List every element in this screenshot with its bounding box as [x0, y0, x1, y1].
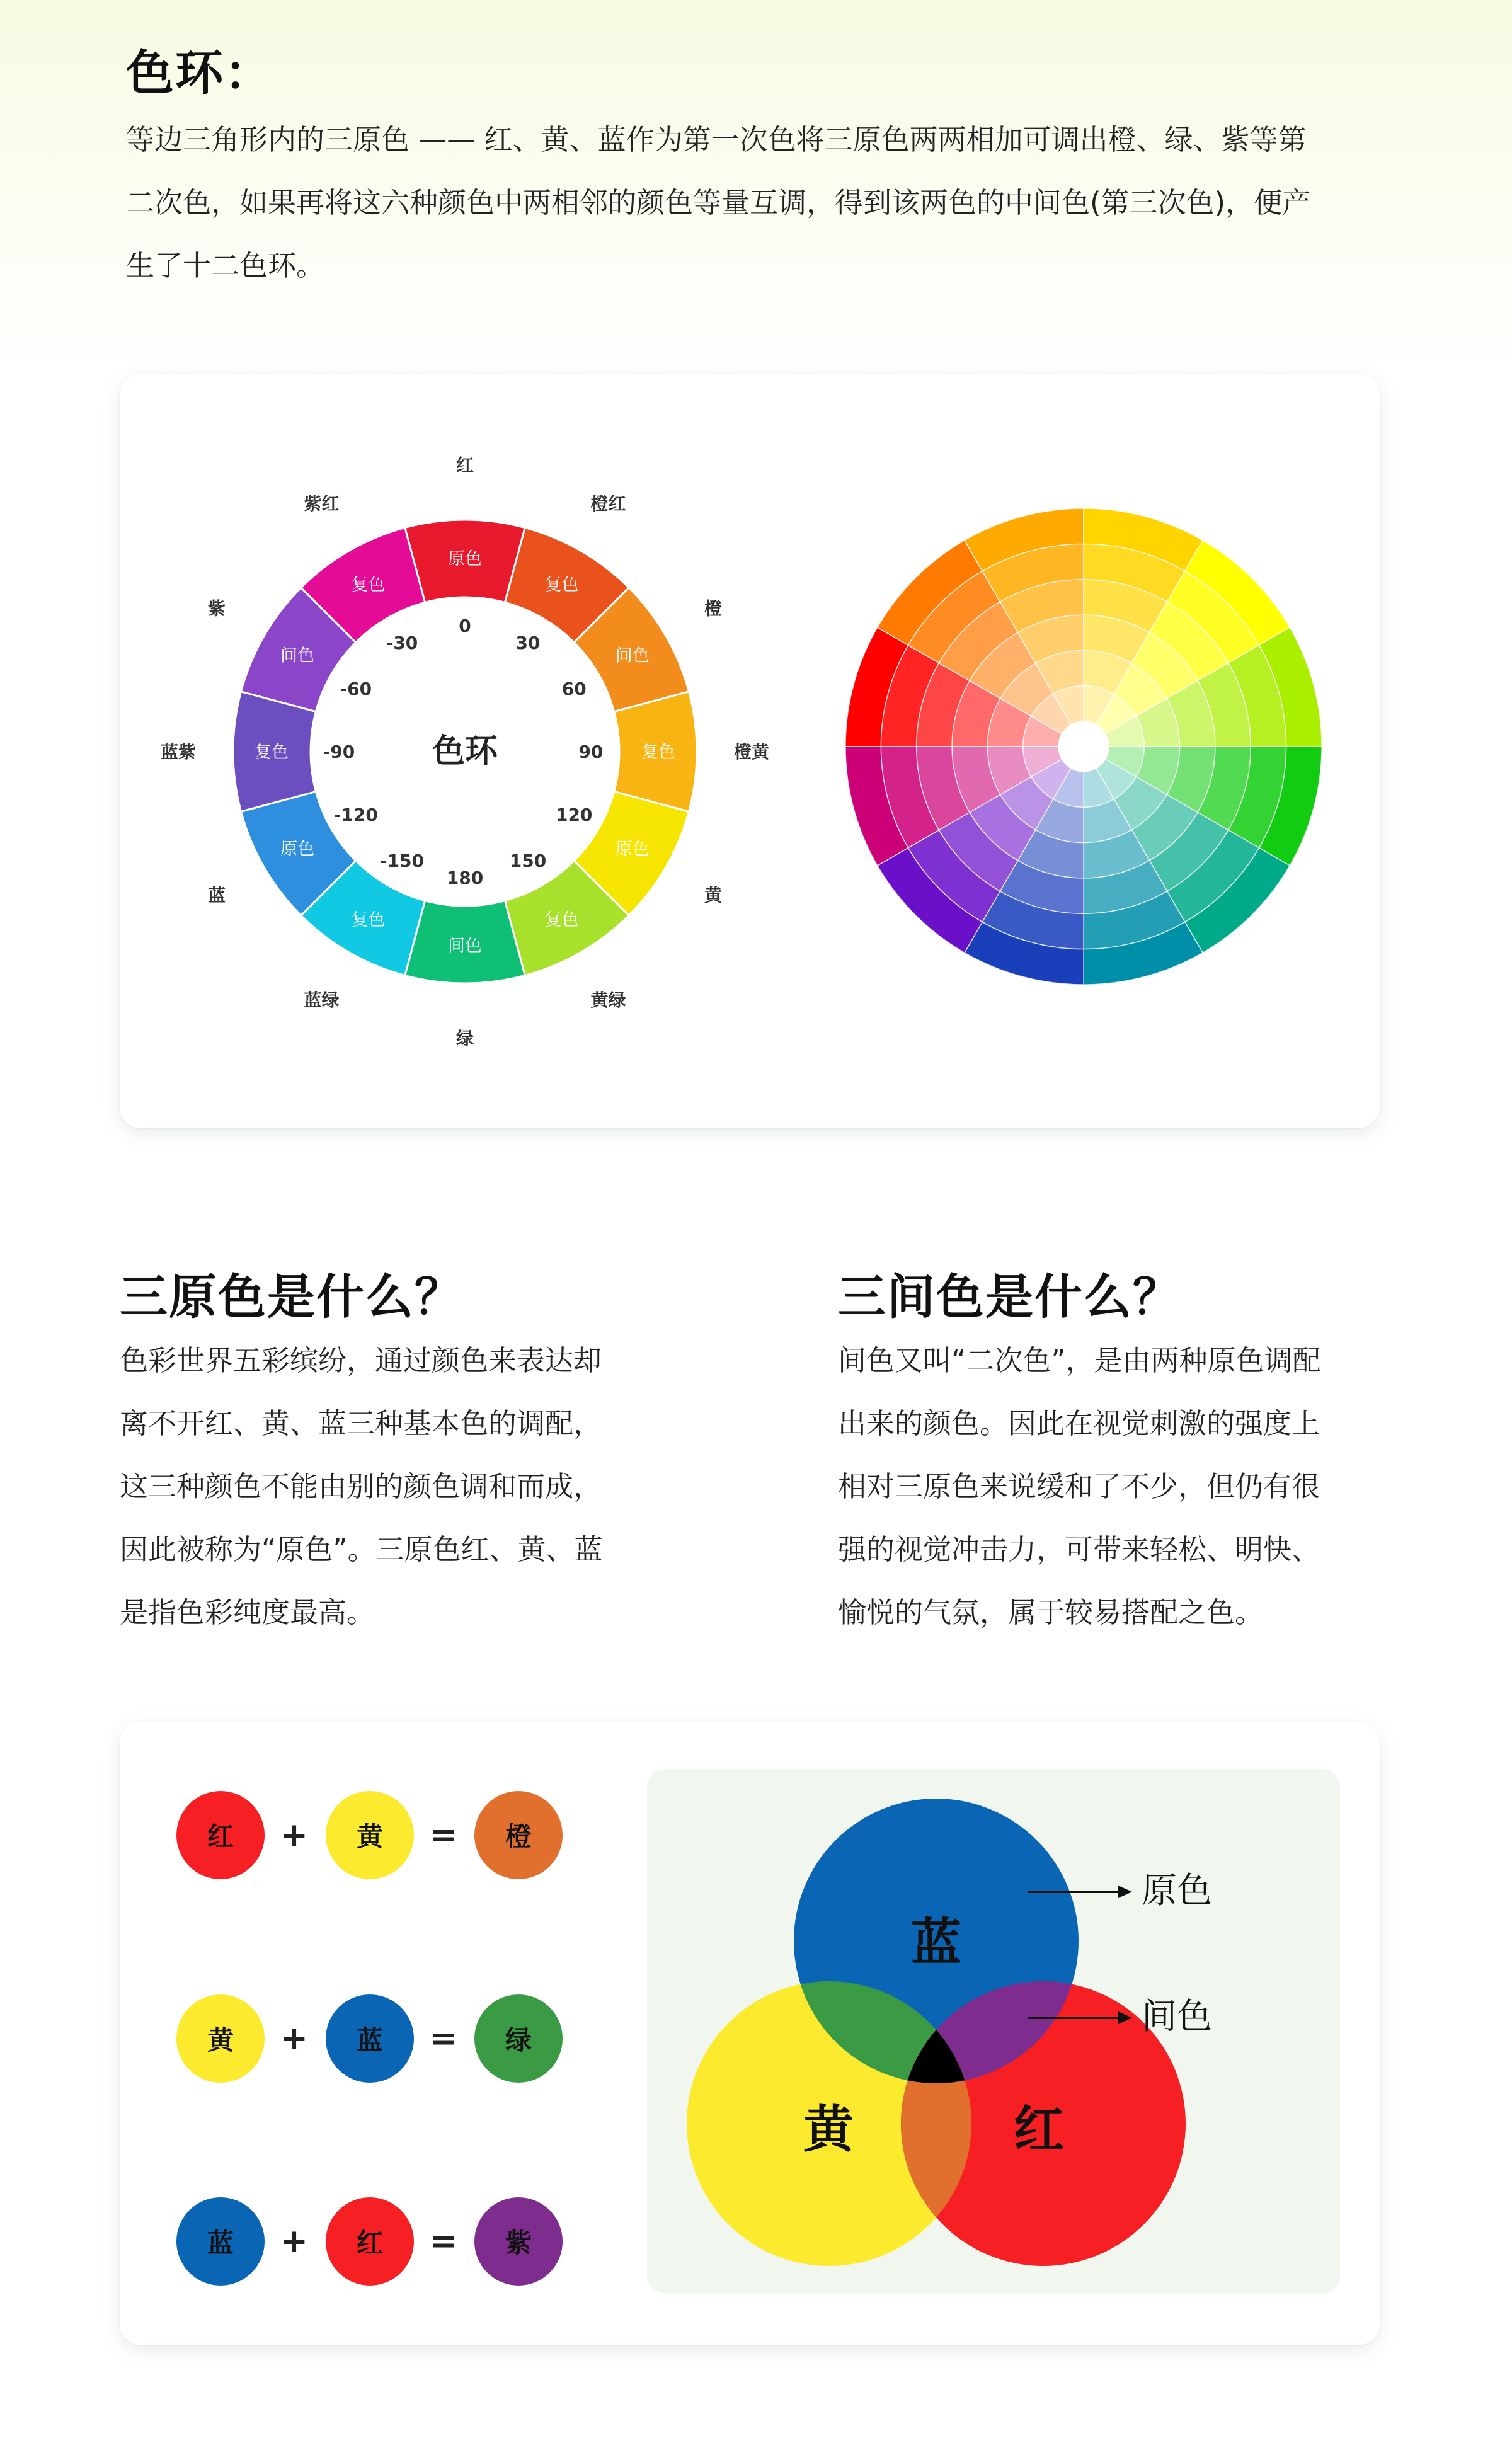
mix-result: 紫 — [474, 2197, 563, 2286]
segment-type-label: 间色 — [448, 936, 482, 956]
angle-label: -90 — [323, 741, 355, 762]
angle-label: 60 — [561, 678, 587, 699]
angle-label: 120 — [555, 804, 593, 825]
venn-blue-label: 蓝 — [911, 1913, 961, 1972]
venn-diagram — [647, 1769, 1340, 2293]
mix-result: 橙 — [474, 1791, 563, 1879]
mixing-card — [120, 1722, 1380, 2345]
tint-color-wheel — [120, 374, 1380, 1128]
tint-wheel-center — [1058, 721, 1109, 772]
angle-label: -150 — [379, 850, 425, 872]
venn-red-label: 红 — [1014, 2100, 1064, 2159]
secondary-annotation: 间色 — [1142, 1996, 1212, 2037]
segment-type-label: 原色 — [615, 839, 650, 859]
segment-type-label: 复色 — [641, 743, 675, 762]
angle-label: 30 — [515, 632, 541, 653]
secondary-title: 三间色是什么？ — [838, 1269, 1182, 1325]
color-name-label: 蓝 — [207, 884, 226, 906]
segment-type-label: 原色 — [448, 549, 482, 569]
intro-line: 二次色，如果再将这六种颜色中两相邻的颜色等量互调，得到该两色的中间色(第三次色)，便产 — [126, 186, 1311, 219]
angle-label: -30 — [386, 632, 418, 653]
segment-type-label: 复色 — [351, 575, 386, 595]
color-name-label: 黄绿 — [590, 990, 626, 1011]
primary-line: 色彩世界五彩缤纷，通过颜色来表达却 — [120, 1344, 602, 1377]
segment-type-label: 复色 — [255, 743, 289, 762]
color-name-label: 紫 — [207, 598, 226, 619]
segment-type-label: 原色 — [280, 839, 315, 859]
primary-arrow-head — [1118, 1886, 1132, 1898]
angle-label: 0 — [459, 615, 471, 636]
primary-line: 因此被称为“原色”。三原色红、黄、蓝 — [120, 1533, 603, 1566]
mix-color-b: 黄 — [326, 1791, 414, 1879]
primary-paragraph — [120, 1329, 687, 1644]
color-name-label: 橙红 — [590, 493, 626, 514]
primary-title: 三原色是什么？ — [120, 1269, 464, 1325]
color-name-label: 紫红 — [304, 493, 340, 514]
angle-label: 180 — [446, 867, 484, 888]
equals-sign: = — [430, 2020, 457, 2057]
secondary-line: 愉悦的气氛，属于较易搭配之色。 — [838, 1596, 1264, 1629]
plus-sign: + — [280, 1816, 308, 1854]
equals-sign: = — [430, 2223, 457, 2260]
mix-color-a: 红 — [176, 1791, 265, 1879]
primary-line: 离不开红、黄、蓝三种基本色的调配， — [120, 1407, 602, 1440]
color-name-label: 橙黄 — [733, 741, 770, 762]
segment-type-label: 复色 — [544, 575, 579, 595]
intro-line: 生了十二色环。 — [126, 249, 325, 282]
venn-yellow-label: 黄 — [803, 2100, 854, 2159]
secondary-line: 强的视觉冲击力，可带来轻松、明快、 — [838, 1533, 1320, 1566]
secondary-paragraph — [838, 1329, 1405, 1644]
color-name-label: 绿 — [455, 1028, 474, 1049]
equals-sign: = — [430, 1816, 457, 1854]
color-name-label: 红 — [455, 455, 474, 476]
intro-title: 色环： — [126, 45, 273, 101]
segment-type-label: 复色 — [544, 910, 579, 930]
mix-color-b: 蓝 — [326, 1994, 414, 2083]
intro-line: 等边三角形内的三原色 —— 红、黄、蓝作为第一次色将三原色两两相加可调出橙、绿、紫等第 — [126, 123, 1307, 156]
mix-color-b: 红 — [326, 2197, 414, 2286]
color-name-label: 黄 — [704, 884, 723, 906]
mix-color-a: 蓝 — [176, 2197, 265, 2286]
segment-type-label: 间色 — [280, 646, 315, 666]
color-wheel-card — [120, 374, 1380, 1128]
color-name-label: 蓝紫 — [160, 741, 197, 762]
mix-result: 绿 — [474, 1994, 563, 2083]
secondary-line: 相对三原色来说缓和了不少，但仍有很 — [838, 1470, 1320, 1503]
primary-annotation: 原色 — [1142, 1870, 1212, 1911]
angle-label: 90 — [578, 741, 604, 762]
plus-sign: + — [280, 2223, 308, 2260]
mix-color-a: 黄 — [176, 1994, 265, 2083]
segment-type-label: 复色 — [351, 910, 386, 930]
secondary-line: 间色又叫“二次色”，是由两种原色调配 — [838, 1344, 1321, 1377]
color-name-label: 蓝绿 — [304, 990, 340, 1011]
venn-panel — [647, 1769, 1340, 2293]
color-name-label: 橙 — [704, 598, 723, 619]
primary-line: 这三种颜色不能由别的颜色调和而成， — [120, 1470, 602, 1503]
secondary-line: 出来的颜色。因此在视觉刺激的强度上 — [838, 1407, 1320, 1440]
plus-sign: + — [280, 2020, 308, 2057]
segment-type-label: 间色 — [615, 646, 650, 666]
angle-label: -60 — [340, 678, 372, 699]
intro-paragraph — [126, 108, 1399, 297]
wheel-center-label: 色环 — [432, 733, 498, 770]
angle-label: -120 — [333, 804, 378, 825]
primary-line: 是指色彩纯度最高。 — [120, 1596, 375, 1629]
angle-label: 150 — [509, 850, 547, 872]
